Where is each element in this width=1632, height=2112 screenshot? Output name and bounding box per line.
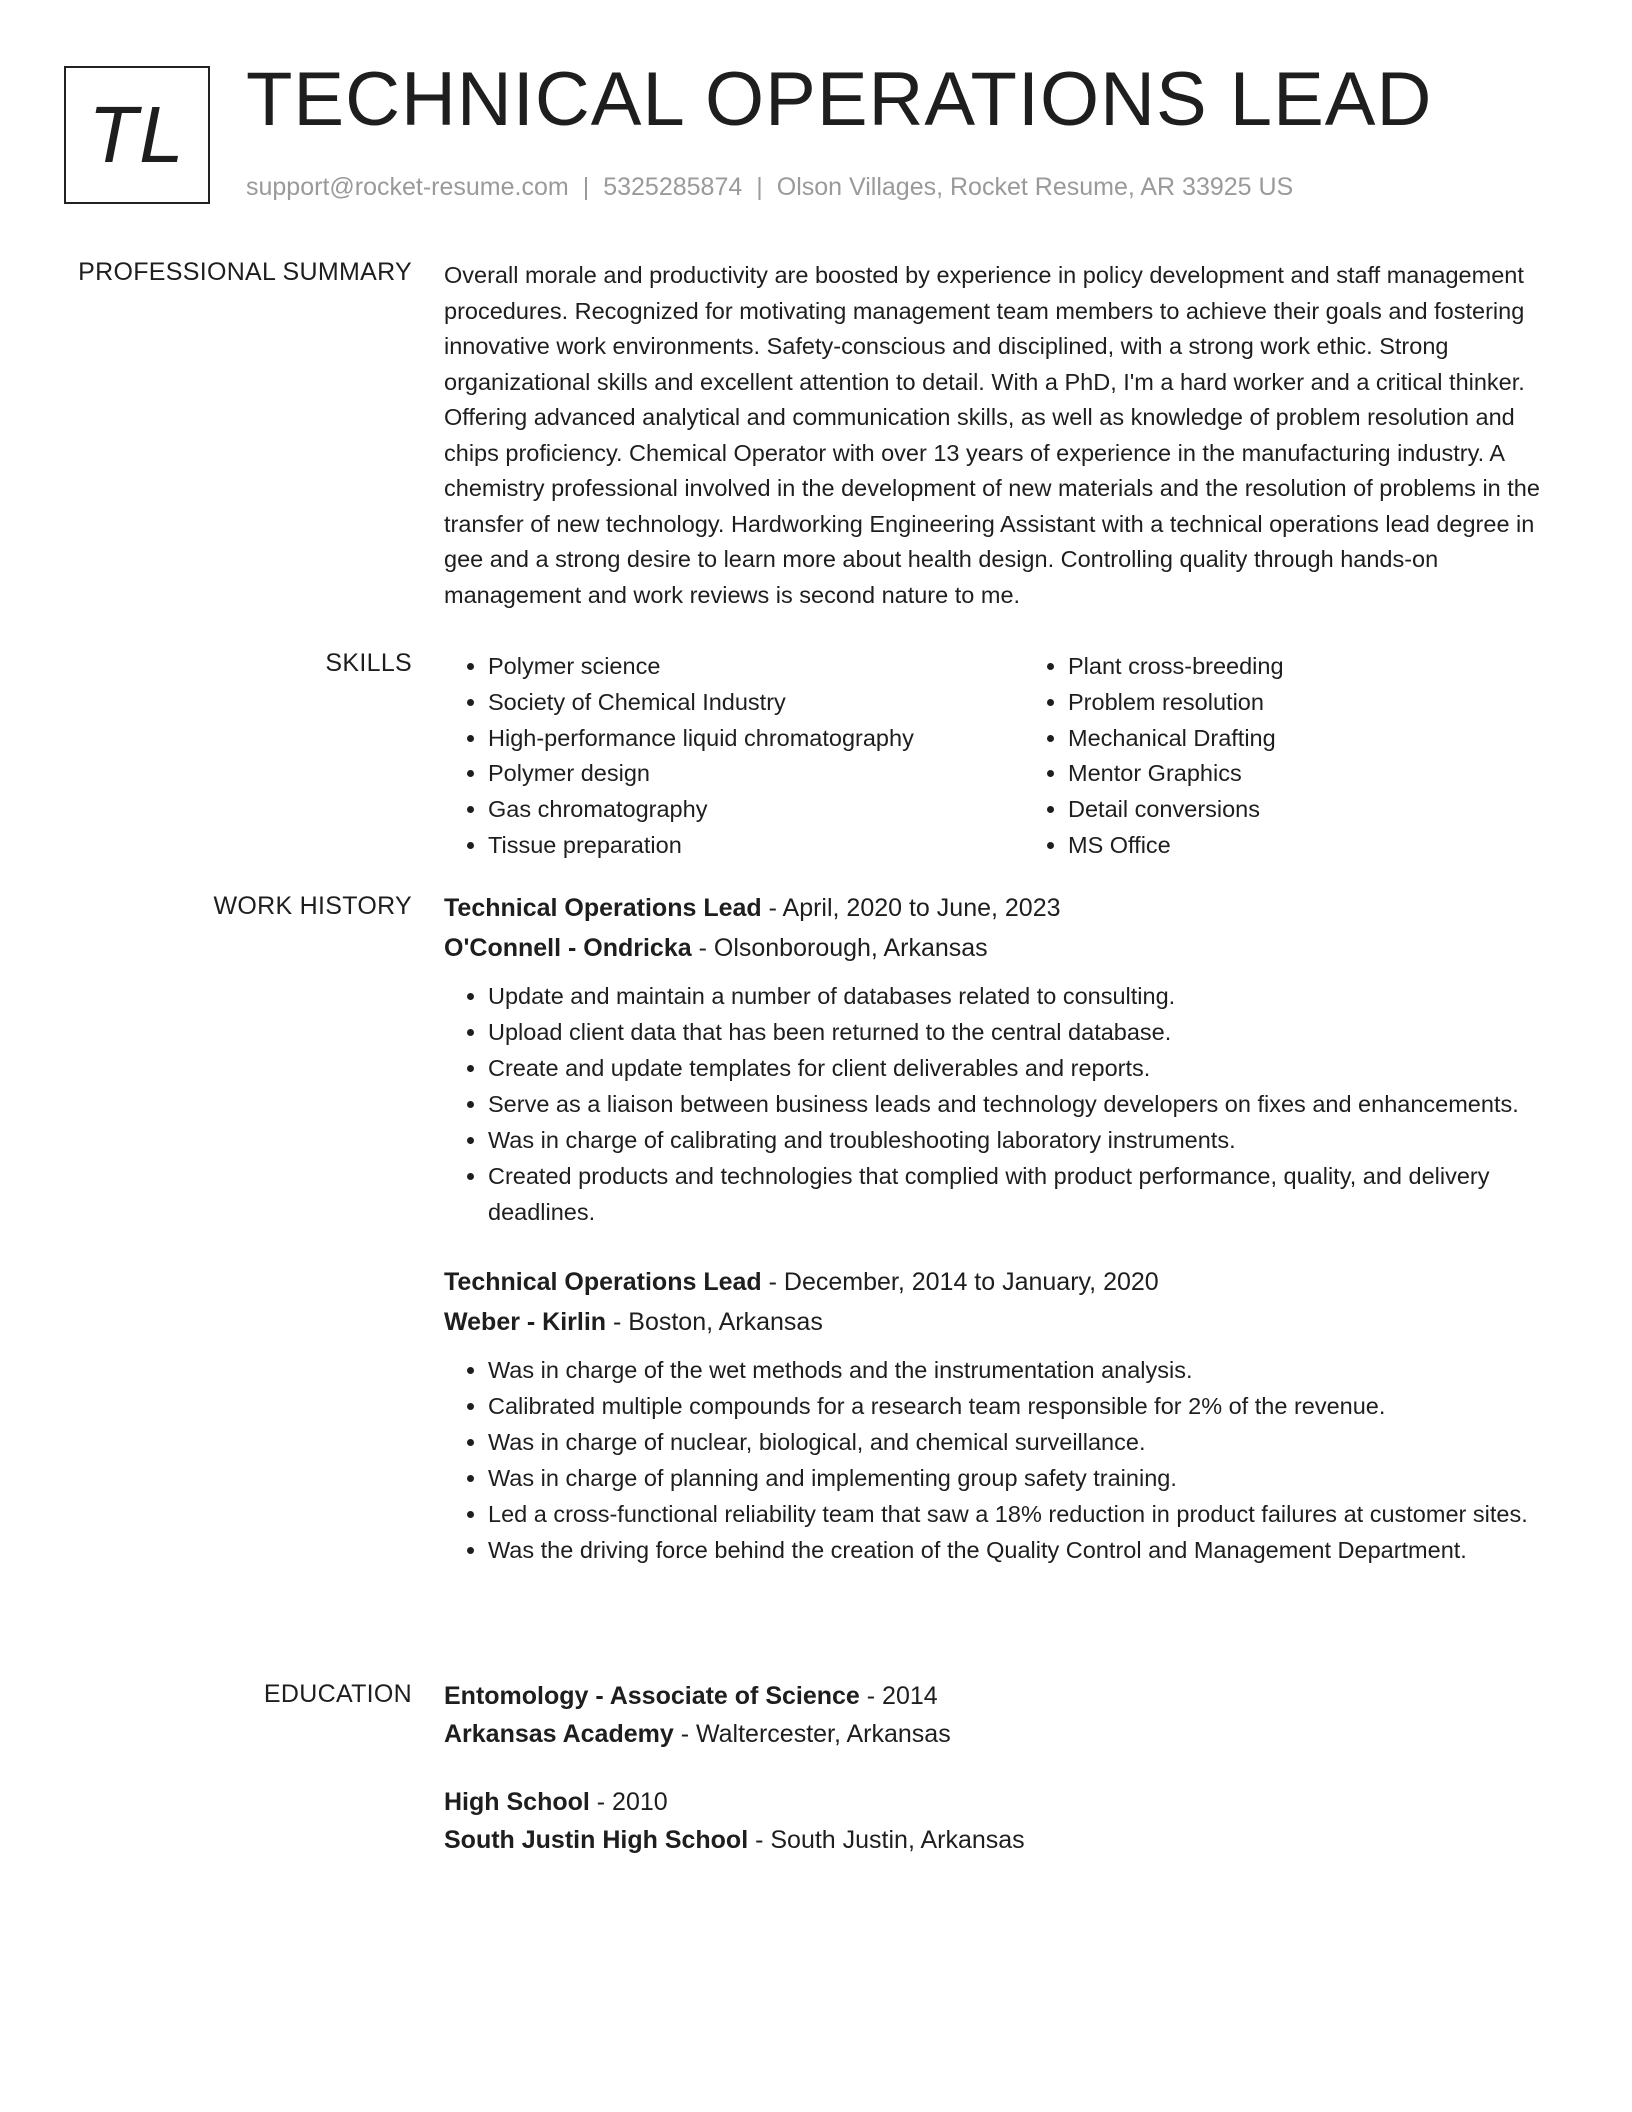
skill-item: • Tissue preparation	[488, 828, 980, 864]
skill-item: • Polymer design	[488, 756, 980, 792]
job-location: - Boston, Arkansas	[606, 1308, 823, 1336]
education-school-line	[444, 1821, 1560, 1859]
section-label-education: EDUCATION	[263, 1680, 412, 1708]
education-school: South Justin High School	[444, 1826, 749, 1854]
education-degree-line	[444, 1677, 1560, 1715]
job-company: Weber - Kirlin	[444, 1308, 607, 1336]
monogram-initials: TL	[88, 90, 186, 179]
job-entry	[444, 1262, 1560, 1568]
job-bullet: • Was in charge of calibrating and troubleshooting laboratory instruments.	[488, 1122, 1560, 1158]
job-title-line	[444, 1262, 1560, 1302]
section-label-skills: SKILLS	[325, 649, 412, 677]
education-entry	[444, 1677, 1560, 1753]
skill-item: • Mechanical Drafting	[1068, 721, 1560, 757]
education-degree: Entomology - Associate of Science	[444, 1682, 860, 1710]
summary-body	[444, 258, 1560, 613]
job-bullet: • Create and update templates for client deliverables and reports.	[488, 1050, 1560, 1086]
skills-list-left	[444, 649, 980, 864]
education-entry	[444, 1783, 1560, 1859]
summary-text: Overall morale and productivity are boosted by experience in policy development and staff management procedures. Recognized for motivating management team members to achieve their goals and fostering innovative work environments. Safety-conscious and disciplined, with a strong work ethic. Strong organizational skills and excellent attention to detail. With a PhD, I'm a hard worker and a critical thinker. Offering advanced analytical and communication skills, as well as knowledge of problem resolution and chips proficiency. Chemical Operator with over 13 years of experience in the manufacturing industry. A chemistry professional involved in the development of new materials and the resolution of problems in the transfer of new technology. Hardworking Engineering Assistant with a technical operations lead degree in gee and a strong desire to learn more about health design. Controlling quality through hands-on management and work reviews is second nature to me.	[444, 262, 1540, 608]
job-entry	[444, 888, 1560, 1230]
job-dates: - April, 2020 to June, 2023	[761, 894, 1061, 922]
job-bullets	[444, 978, 1560, 1230]
skills-list-right	[980, 649, 1560, 864]
skill-item: • Plant cross-breeding	[1068, 649, 1560, 685]
work-history-body	[444, 888, 1560, 1600]
skill-item: • Polymer science	[488, 649, 980, 685]
job-bullet: • Upload client data that has been returned to the central database.	[488, 1014, 1560, 1050]
contact-separator: |	[756, 173, 763, 201]
education-year: - 2010	[589, 1788, 668, 1816]
job-bullet: • Was in charge of the wet methods and the instrumentation analysis.	[488, 1352, 1560, 1388]
job-company-line	[444, 928, 1560, 968]
education-year: - 2014	[859, 1682, 938, 1710]
education-body	[444, 1677, 1560, 1889]
section-label-summary: PROFESSIONAL SUMMARY	[78, 258, 412, 286]
job-title-line	[444, 888, 1560, 928]
skill-item: • Problem resolution	[1068, 685, 1560, 721]
monogram-box	[64, 66, 210, 204]
education-degree: High School	[444, 1788, 590, 1816]
job-company: O'Connell - Ondricka	[444, 934, 692, 962]
contact-separator: |	[582, 173, 590, 201]
job-bullet: • Update and maintain a number of databases related to consulting.	[488, 978, 1560, 1014]
contact-address: Olson Villages, Rocket Resume, AR 33925 US	[776, 173, 1294, 201]
job-bullet: • Was in charge of planning and implementing group safety training.	[488, 1460, 1560, 1496]
job-bullets	[444, 1352, 1560, 1568]
job-bullet: • Serve as a liaison between business leads and technology developers on fixes and enhancements.	[488, 1086, 1560, 1122]
education-location: - South Justin, Arkansas	[748, 1826, 1025, 1854]
skill-item: • Gas chromatography	[488, 792, 980, 828]
job-dates: - December, 2014 to January, 2020	[761, 1268, 1159, 1296]
job-title: Technical Operations Lead	[444, 894, 762, 922]
education-school-line	[444, 1715, 1560, 1753]
skill-item: • Society of Chemical Industry	[488, 685, 980, 721]
skills-grid	[444, 649, 1560, 864]
skill-item: • Mentor Graphics	[1068, 756, 1560, 792]
job-location: - Olsonborough, Arkansas	[691, 934, 988, 962]
skill-item: • MS Office	[1068, 828, 1560, 864]
job-bullet: • Was the driving force behind the creation of the Quality Control and Management Department.	[488, 1532, 1560, 1568]
education-location: - Waltercester, Arkansas	[673, 1720, 951, 1748]
education-school: Arkansas Academy	[444, 1720, 674, 1748]
job-company-line	[444, 1302, 1560, 1342]
job-bullet: • Was in charge of nuclear, biological, and chemical surveillance.	[488, 1424, 1560, 1460]
education-degree-line	[444, 1783, 1560, 1821]
contact-line	[246, 173, 1293, 202]
skill-item: • Detail conversions	[1068, 792, 1560, 828]
contact-email: support@rocket-resume.com	[246, 173, 569, 201]
job-bullet: • Calibrated multiple compounds for a research team responsible for 2% of the revenue.	[488, 1388, 1560, 1424]
skill-item: • High-performance liquid chromatography	[488, 721, 980, 757]
contact-phone: 5325285874	[603, 173, 743, 201]
job-bullet: • Led a cross-functional reliability team that saw a 18% reduction in product failures at customer sites.	[488, 1496, 1560, 1532]
candidate-name: TECHNICAL OPERATIONS LEAD	[246, 57, 1433, 142]
job-bullet: • Created products and technologies that complied with product performance, quality, and delivery deadlines.	[488, 1158, 1560, 1230]
section-label-work: WORK HISTORY	[213, 892, 412, 920]
job-title: Technical Operations Lead	[444, 1268, 762, 1296]
